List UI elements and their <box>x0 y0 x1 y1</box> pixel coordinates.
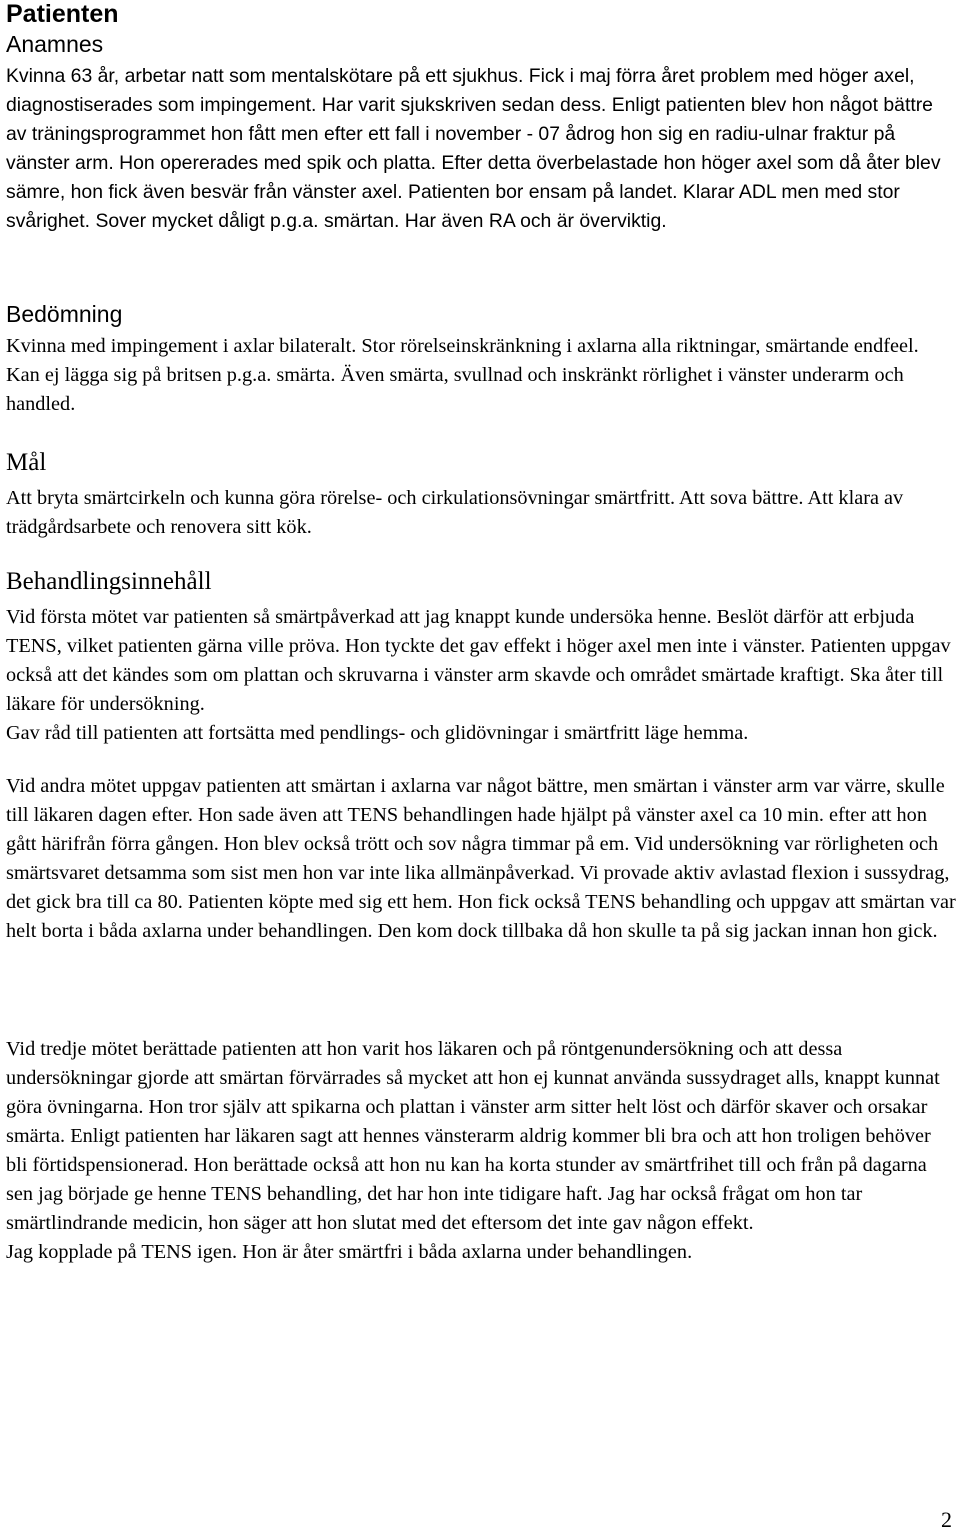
behandling-paragraph-2: Vid andra mötet uppgav patienten att smärtan i axlarna var något bättre, men smärtan i vänster arm var värre, skulle till läkaren dagen efter. Hon sade även att TENS behandlingen hade hjälpt på vänster axel ca 10 min. efter att hon gått härifrån förra gången. Hon blev också trött och sov några timmar på em. Vid undersökning var rörligheten och smärtsvaret detsamma som sist men hon var inte lika allmänpåverkad. Vi provade aktiv avlastad flexion i sussydrag, det gick bra till ca 80. Patienten köpte med sig ett hem. Hon fick också TENS behandling och uppgav att smärtan var helt borta i båda axlarna under behandlingen. Den kom dock tillbaka då hon skulle ta på sig jackan innan hon gick. <box>6 775 956 942</box>
section-behandlingsinnehall <box>6 567 956 748</box>
bedomning-heading: Bedömning <box>6 301 123 327</box>
mal-heading: Mål <box>6 449 47 476</box>
anamnes-heading: Anamnes <box>6 31 104 57</box>
document-page <box>6 0 956 1263</box>
behandling-paragraph-1: Vid första mötet var patienten så smärtpåverkad att jag knappt kunde undersöka henne. Beslöt därför att erbjuda TENS, vilket patienten gärna ville pröva. Hon tyckte det gav effekt i höger axel men inte i vänster. Patienten uppgav också att det kändes som om plattan och skruvarna i vänster arm skavde och området smärtade kraftigt. Ska åter till läkare för undersökning. <box>6 606 951 715</box>
mal-text: Att bryta smärtcirkeln och kunna göra rörelse- och cirkulationsövningar smärtfritt. Att sova bättre. Att klara av trädgårdsarbete och renovera sitt kök. <box>6 487 904 538</box>
behandling-paragraph-3-block <box>6 1035 956 1267</box>
section-anamnes <box>6 30 956 236</box>
section-bedomning <box>6 296 956 419</box>
behandling-paragraph-1b: Gav råd till patienten att fortsätta med pendlings- och glidövningar i smärtfritt läge hemma. <box>6 722 749 744</box>
behandling-paragraph-3: Vid tredje mötet berättade patienten att hon varit hos läkaren och på röntgenundersökning och att dessa undersökningar gjorde att smärtan förvärrades så mycket att hon ej kunnat använda sussydraget alls, knappt kunnat göra övningarna. Hon tror själv att spikarna och plattan i vänster arm sitter helt löst och därför skaver och orsakar smärta. Enligt patienten har läkaren sagt att hennes vänsterarm aldrig kommer bli bra och att hon troligen behöver bli förtidspensionerad. Hon berättade också att hon nu kan ha korta stunder av smärtfrihet till och från på dagarna sen jag började ge henne TENS behandling, det har hon inte tidigare haft. Jag har också frågat om hon tar smärtlindrande medicin, hon säger att hon slutat med det eftersom det inte gav någon effekt. <box>6 1038 940 1234</box>
anamnes-text: Kvinna 63 år, arbetar natt som mentalskötare på ett sjukhus. Fick i maj förra året problem med höger axel, diagnostiserades som impingement. Har varit sjukskriven sedan dess. Enligt patienten blev hon något bättre av träningsprogrammet hon fått men efter ett fall i november - 07 ådrog hon sig en radiu-ulnar fraktur på vänster arm. Hon opererades med spik och platta. Efter detta överbelastade hon höger axel som då åter blev sämre, hon fick även besvär från vänster axel. Patienten bor ensam på landet. Klarar ADL men med stor svårighet. Sover mycket dåligt p.g.a. smärtan. Har även RA och är överviktig. <box>6 65 941 232</box>
behandling-paragraph-3b: Jag kopplade på TENS igen. Hon är åter smärtfri i båda axlarna under behandlingen. <box>6 1241 693 1263</box>
bedomning-text: Kvinna med impingement i axlar bilateralt. Stor rörelseinskränkning i axlarna alla riktningar, smärtande endfeel. Kan ej lägga sig på britsen p.g.a. smärta. Även smärta, svullnad och inskränkt rörlighet i vänster underarm och handled. <box>6 335 919 415</box>
document-title: Patienten <box>6 0 119 28</box>
behandlingsinnehall-heading: Behandlingsinnehåll <box>6 568 212 595</box>
page-number: 2 <box>941 1507 952 1532</box>
section-mal <box>6 448 956 542</box>
